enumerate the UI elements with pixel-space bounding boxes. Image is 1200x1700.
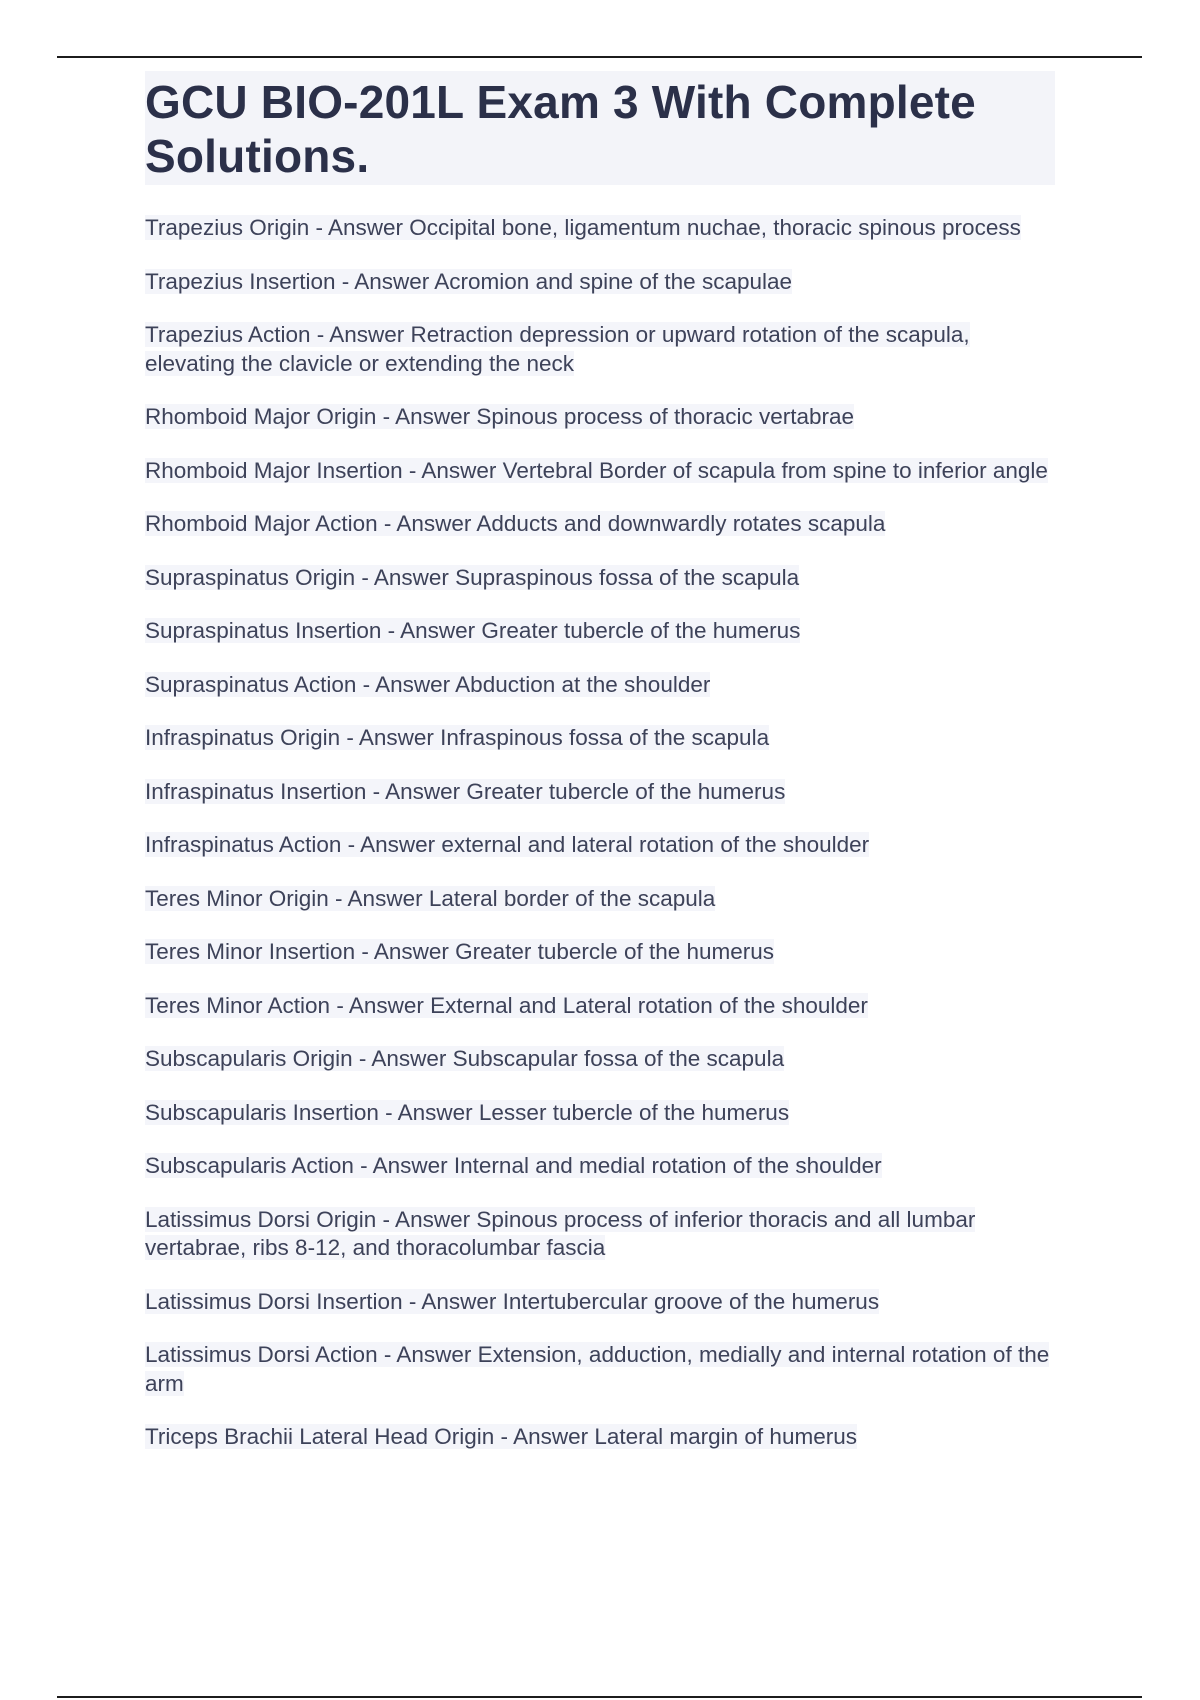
qa-item (145, 1206, 1055, 1263)
qa-item (145, 1045, 1055, 1074)
qa-item (145, 403, 1055, 432)
qa-list (145, 214, 1055, 1452)
document-body (145, 71, 1055, 1477)
qa-item (145, 1152, 1055, 1181)
qa-item (145, 1341, 1055, 1398)
qa-item (145, 617, 1055, 646)
qa-text: Trapezius Insertion - Answer Acromion and spine of the scapulae (145, 268, 793, 294)
qa-text: Trapezius Action - Answer Retraction depression or upward rotation of the scapula, elevating the clavicle or extending the neck (145, 322, 970, 376)
qa-item (145, 268, 1055, 297)
qa-item (145, 885, 1055, 914)
qa-text: Infraspinatus Origin - Answer Infraspinous fossa of the scapula (145, 725, 770, 750)
qa-text: Trapezius Origin - Answer Occipital bone, ligamentum nuchae, thoracic spinous process (145, 215, 1021, 240)
qa-text: Teres Minor Action - Answer External and Lateral rotation of the shoulder (145, 992, 868, 1018)
qa-item (145, 938, 1055, 967)
qa-item (145, 724, 1055, 753)
qa-item (145, 214, 1055, 243)
qa-item (145, 831, 1055, 860)
qa-text: Subscapularis Origin - Answer Subscapular fossa of the scapula (145, 1046, 785, 1071)
qa-item (145, 671, 1055, 700)
qa-item (145, 1288, 1055, 1317)
qa-text: Rhomboid Major Origin - Answer Spinous process of thoracic vertabrae (145, 404, 855, 429)
qa-text: Subscapularis Action - Answer Internal and medial rotation of the shoulder (145, 1153, 882, 1178)
qa-item (145, 1423, 1055, 1452)
qa-text: Latissimus Dorsi Insertion - Answer Intertubercular groove of the humerus (145, 1288, 880, 1314)
qa-text: Rhomboid Major Action - Answer Adducts and downwardly rotates scapula (145, 511, 886, 536)
qa-text: Supraspinatus Origin - Answer Supraspinous fossa of the scapula (145, 564, 800, 590)
qa-text: Rhomboid Major Insertion - Answer Vertebral Border of scapula from spine to inferior angle (145, 457, 1048, 483)
qa-text: Supraspinatus Action - Answer Abduction at the shoulder (145, 671, 711, 697)
qa-item (145, 321, 1055, 378)
qa-text: Infraspinatus Action - Answer external and lateral rotation of the shoulder (145, 832, 870, 857)
qa-text: Triceps Brachii Lateral Head Origin - Answer Lateral margin of humerus (145, 1424, 857, 1449)
qa-item (145, 992, 1055, 1021)
qa-text: Latissimus Dorsi Origin - Answer Spinous process of inferior thoracis and all lumbar vertabrae, ribs 8-12, and thoracolumbar fascia (145, 1206, 976, 1260)
qa-text: Teres Minor Insertion - Answer Greater tubercle of the humerus (145, 939, 775, 964)
qa-item (145, 778, 1055, 807)
qa-text: Supraspinatus Insertion - Answer Greater tubercle of the humerus (145, 618, 801, 643)
qa-text: Teres Minor Origin - Answer Lateral border of the scapula (145, 885, 716, 911)
qa-text: Subscapularis Insertion - Answer Lesser tubercle of the humerus (145, 1099, 790, 1125)
qa-item (145, 510, 1055, 539)
qa-item (145, 457, 1055, 486)
qa-item (145, 1099, 1055, 1128)
qa-text: Latissimus Dorsi Action - Answer Extension, adduction, medially and internal rotation of the arm (145, 1342, 1050, 1396)
qa-text: Infraspinatus Insertion - Answer Greater tubercle of the humerus (145, 778, 786, 804)
document-title: GCU BIO-201L Exam 3 With Complete Solutions. (145, 71, 1055, 185)
top-divider (57, 56, 1142, 58)
bottom-divider (57, 1696, 1142, 1698)
qa-item (145, 564, 1055, 593)
